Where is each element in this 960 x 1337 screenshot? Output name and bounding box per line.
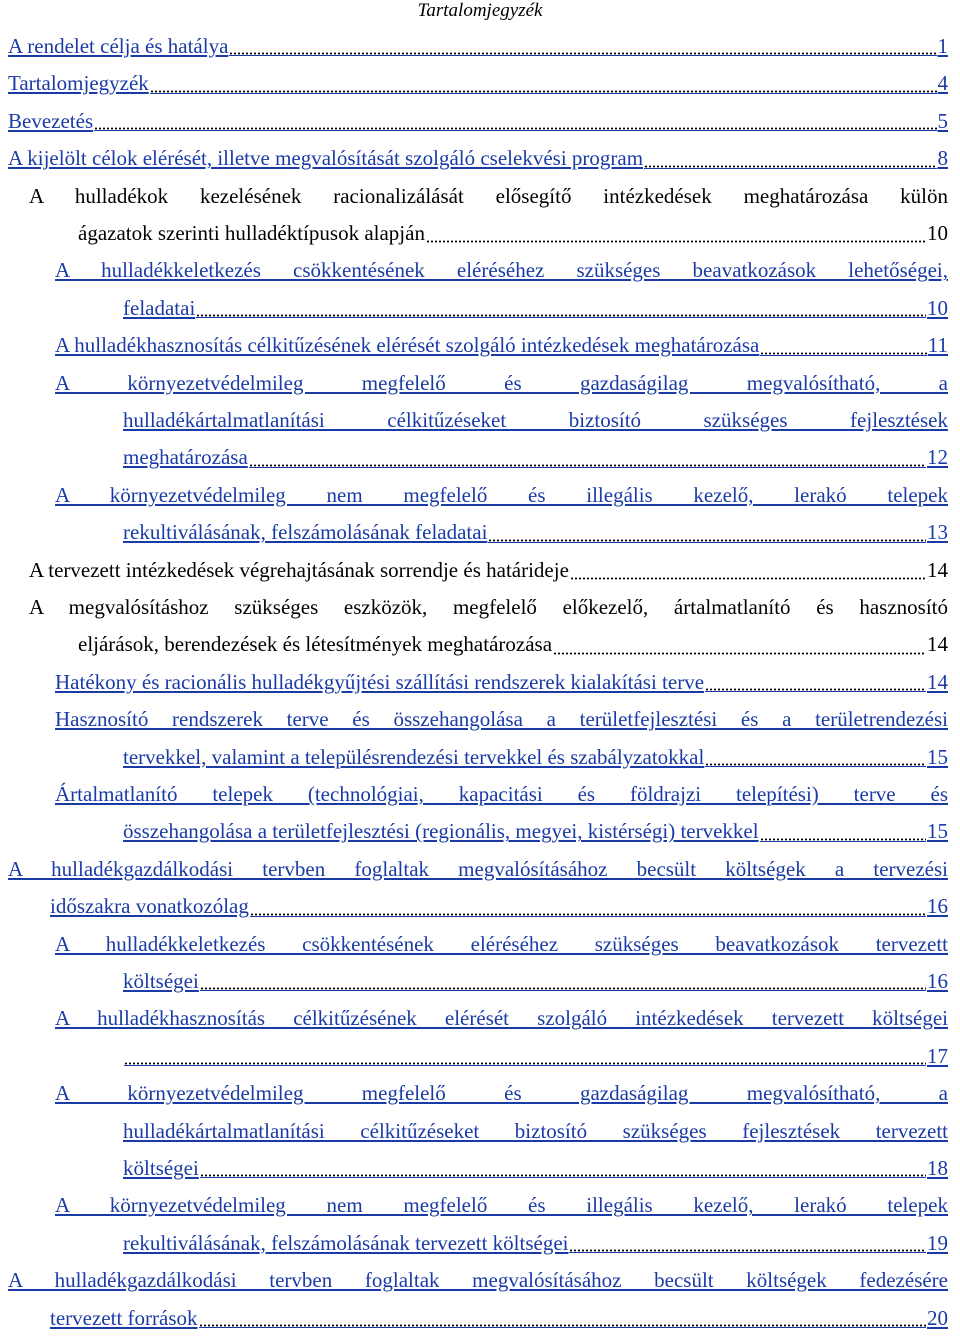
toc-page-number: 14 bbox=[927, 632, 948, 657]
dot-leader bbox=[426, 240, 926, 243]
toc-entry-text[interactable]: Hatékony és racionális hulladékgyűjtési szállítási rendszerek kialakítási terve bbox=[55, 669, 705, 694]
toc-page-number[interactable]: 11 bbox=[927, 333, 948, 358]
toc-entry[interactable] bbox=[8, 65, 948, 102]
dot-leader bbox=[644, 165, 936, 169]
toc-page-number[interactable]: 15 bbox=[927, 819, 948, 844]
dot-leader bbox=[760, 352, 926, 356]
dot-leader bbox=[124, 1062, 926, 1066]
toc-entry-text[interactable]: rekultiválásának, felszámolásának feladatai bbox=[123, 520, 488, 545]
dot-leader bbox=[488, 539, 926, 543]
toc-page-number: 14 bbox=[927, 557, 948, 582]
toc-page-number[interactable]: 8 bbox=[937, 146, 948, 171]
toc-entry[interactable] bbox=[8, 103, 948, 140]
toc-page-number[interactable]: 14 bbox=[927, 669, 948, 694]
toc-page-number[interactable]: 16 bbox=[927, 894, 948, 919]
dot-leader bbox=[569, 1249, 926, 1253]
toc-entry[interactable] bbox=[55, 1000, 948, 1075]
toc-page-number[interactable]: 13 bbox=[927, 520, 948, 545]
toc-entry-text[interactable]: költségei bbox=[123, 969, 199, 993]
toc-entry-text[interactable]: A hulladékhasznosítás célkitűzésének elérését szolgáló intézkedések tervezett költségei bbox=[55, 1006, 948, 1031]
toc-entry-text[interactable]: Tartalomjegyzék bbox=[8, 71, 149, 96]
toc-entry bbox=[29, 178, 948, 253]
toc-page-number: 10 bbox=[927, 221, 948, 246]
toc-entry-text[interactable]: A környezetvédelmileg megfelelő és gazdaságilag megvalósítható, a bbox=[55, 1081, 948, 1106]
toc-entry-text[interactable]: időszakra vonatkozólag bbox=[50, 894, 249, 919]
toc-entry[interactable] bbox=[55, 477, 948, 552]
toc-entry-text[interactable]: összehangolása a területfejlesztési (regionális, megyei, kistérségi) tervekkel bbox=[123, 819, 759, 844]
dot-leader bbox=[249, 464, 926, 468]
toc-entry-text[interactable]: tervezett források bbox=[50, 1305, 198, 1330]
toc-entry[interactable] bbox=[55, 664, 948, 701]
dot-leader bbox=[200, 1174, 926, 1178]
toc-entry[interactable] bbox=[55, 1075, 948, 1187]
table-of-contents bbox=[0, 28, 960, 1337]
toc-entry-text: eljárások, berendezések és létesítmények meghatározása bbox=[78, 632, 553, 657]
dot-leader bbox=[200, 987, 926, 991]
toc-entry-text[interactable]: feladatai bbox=[123, 295, 196, 320]
toc-entry-text[interactable]: meghatározása bbox=[123, 445, 248, 470]
toc-entry[interactable] bbox=[55, 252, 948, 327]
toc-entry[interactable] bbox=[55, 1187, 948, 1262]
toc-entry-text[interactable]: rekultiválásának, felszámolásának tervezett költségei bbox=[123, 1230, 569, 1255]
toc-entry-text[interactable]: A kijelölt célok elérését, illetve megvalósítását szolgáló cselekvési program bbox=[8, 146, 644, 171]
toc-entry-text[interactable]: Hasznosító rendszerek terve és összehangolása a területfejlesztési és a területrendezési bbox=[55, 707, 948, 732]
toc-entry[interactable] bbox=[55, 365, 948, 477]
dot-leader bbox=[705, 688, 926, 692]
toc-page-number[interactable]: 12 bbox=[927, 445, 948, 470]
dot-leader bbox=[553, 652, 926, 655]
dot-leader bbox=[150, 90, 937, 94]
toc-entry-text[interactable]: A környezetvédelmileg megfelelő és gazdaságilag megvalósítható, a bbox=[55, 370, 948, 395]
dot-leader bbox=[570, 577, 926, 580]
toc-entry-text[interactable]: A hulladékkeletkezés csökkentésének eléréséhez szükséges beavatkozások lehetőségei, bbox=[55, 258, 948, 283]
toc-entry-text[interactable]: A környezetvédelmileg nem megfelelő és illegális kezelő, lerakó telepek bbox=[55, 482, 948, 507]
toc-entry-text[interactable]: A hulladékhasznosítás célkitűzésének elérését szolgáló intézkedések meghatározása bbox=[55, 333, 760, 358]
toc-entry-text: A tervezett intézkedések végrehajtásának sorrendje és határideje bbox=[29, 557, 569, 582]
toc-page-number[interactable]: 4 bbox=[937, 71, 948, 96]
dot-leader bbox=[94, 127, 936, 131]
toc-entry bbox=[29, 589, 948, 664]
toc-entry[interactable] bbox=[8, 1262, 948, 1337]
toc-entry-text[interactable]: A rendelet célja és hatálya bbox=[8, 34, 229, 58]
toc-entry-text: ágazatok szerinti hulladéktípusok alapján bbox=[78, 221, 425, 246]
toc-page-number[interactable]: 1 bbox=[937, 34, 948, 58]
toc-entry-text[interactable]: A hulladékgazdálkodási tervben foglaltak megvalósításához becsült költségek a tervezési bbox=[8, 856, 948, 881]
dot-leader bbox=[760, 838, 926, 842]
toc-entry bbox=[29, 552, 948, 589]
toc-entry[interactable] bbox=[55, 327, 948, 364]
toc-entry-text[interactable]: A hulladékkeletkezés csökkentésének eléréséhez szükséges beavatkozások tervezett bbox=[55, 931, 948, 956]
dot-leader bbox=[250, 913, 926, 917]
toc-entry[interactable] bbox=[8, 851, 948, 926]
page-title: Tartalomjegyzék bbox=[417, 0, 543, 21]
toc-entry-text[interactable]: hulladékártalmatlanítási célkitűzéseket biztosító szükséges fejlesztések bbox=[123, 408, 948, 433]
toc-entry-text[interactable]: A hulladékgazdálkodási tervben foglaltak megvalósításához becsült költségek fedezésére bbox=[8, 1268, 948, 1293]
toc-page-number[interactable]: 20 bbox=[927, 1305, 948, 1330]
toc-entry-text: A hulladékok kezelésének racionalizálását elősegítő intézkedések meghatározása külön bbox=[29, 183, 948, 208]
toc-entry[interactable] bbox=[8, 28, 948, 65]
toc-entry[interactable] bbox=[55, 776, 948, 851]
toc-page-number[interactable]: 19 bbox=[927, 1230, 948, 1255]
toc-page-number[interactable]: 16 bbox=[927, 969, 948, 993]
dot-leader bbox=[705, 763, 926, 767]
toc-entry-text[interactable]: Ártalmatlanító telepek (technológiai, kapacitási és földrajzi telepítési) terve és bbox=[55, 782, 948, 807]
toc-entry-text[interactable]: A környezetvédelmileg nem megfelelő és illegális kezelő, lerakó telepek bbox=[55, 1193, 948, 1218]
toc-page-number[interactable]: 15 bbox=[927, 744, 948, 769]
toc-page-number[interactable]: 10 bbox=[927, 295, 948, 320]
dot-leader bbox=[229, 52, 936, 56]
toc-entry[interactable] bbox=[55, 926, 948, 1001]
toc-entry-text[interactable]: hulladékártalmatlanítási célkitűzéseket biztosító szükséges fejlesztések tervezett bbox=[123, 1118, 948, 1143]
toc-entry-text[interactable]: Bevezetés bbox=[8, 108, 94, 133]
toc-page-number[interactable]: 17 bbox=[927, 1043, 948, 1068]
dot-leader bbox=[199, 1324, 926, 1328]
toc-entry-text: A megvalósításhoz szükséges eszközök, megfelelő előkezelő, ártalmatlanító és hasznosító bbox=[29, 595, 948, 620]
toc-page-number[interactable]: 5 bbox=[937, 108, 948, 133]
toc-entry[interactable] bbox=[8, 140, 948, 177]
toc-entry-text[interactable]: tervekkel, valamint a településrendezési tervekkel és szabályzatokkal bbox=[123, 744, 705, 769]
toc-page-number[interactable]: 18 bbox=[927, 1155, 948, 1180]
dot-leader bbox=[196, 314, 926, 318]
toc-entry[interactable] bbox=[55, 701, 948, 776]
toc-entry-text[interactable]: költségei bbox=[123, 1155, 199, 1180]
